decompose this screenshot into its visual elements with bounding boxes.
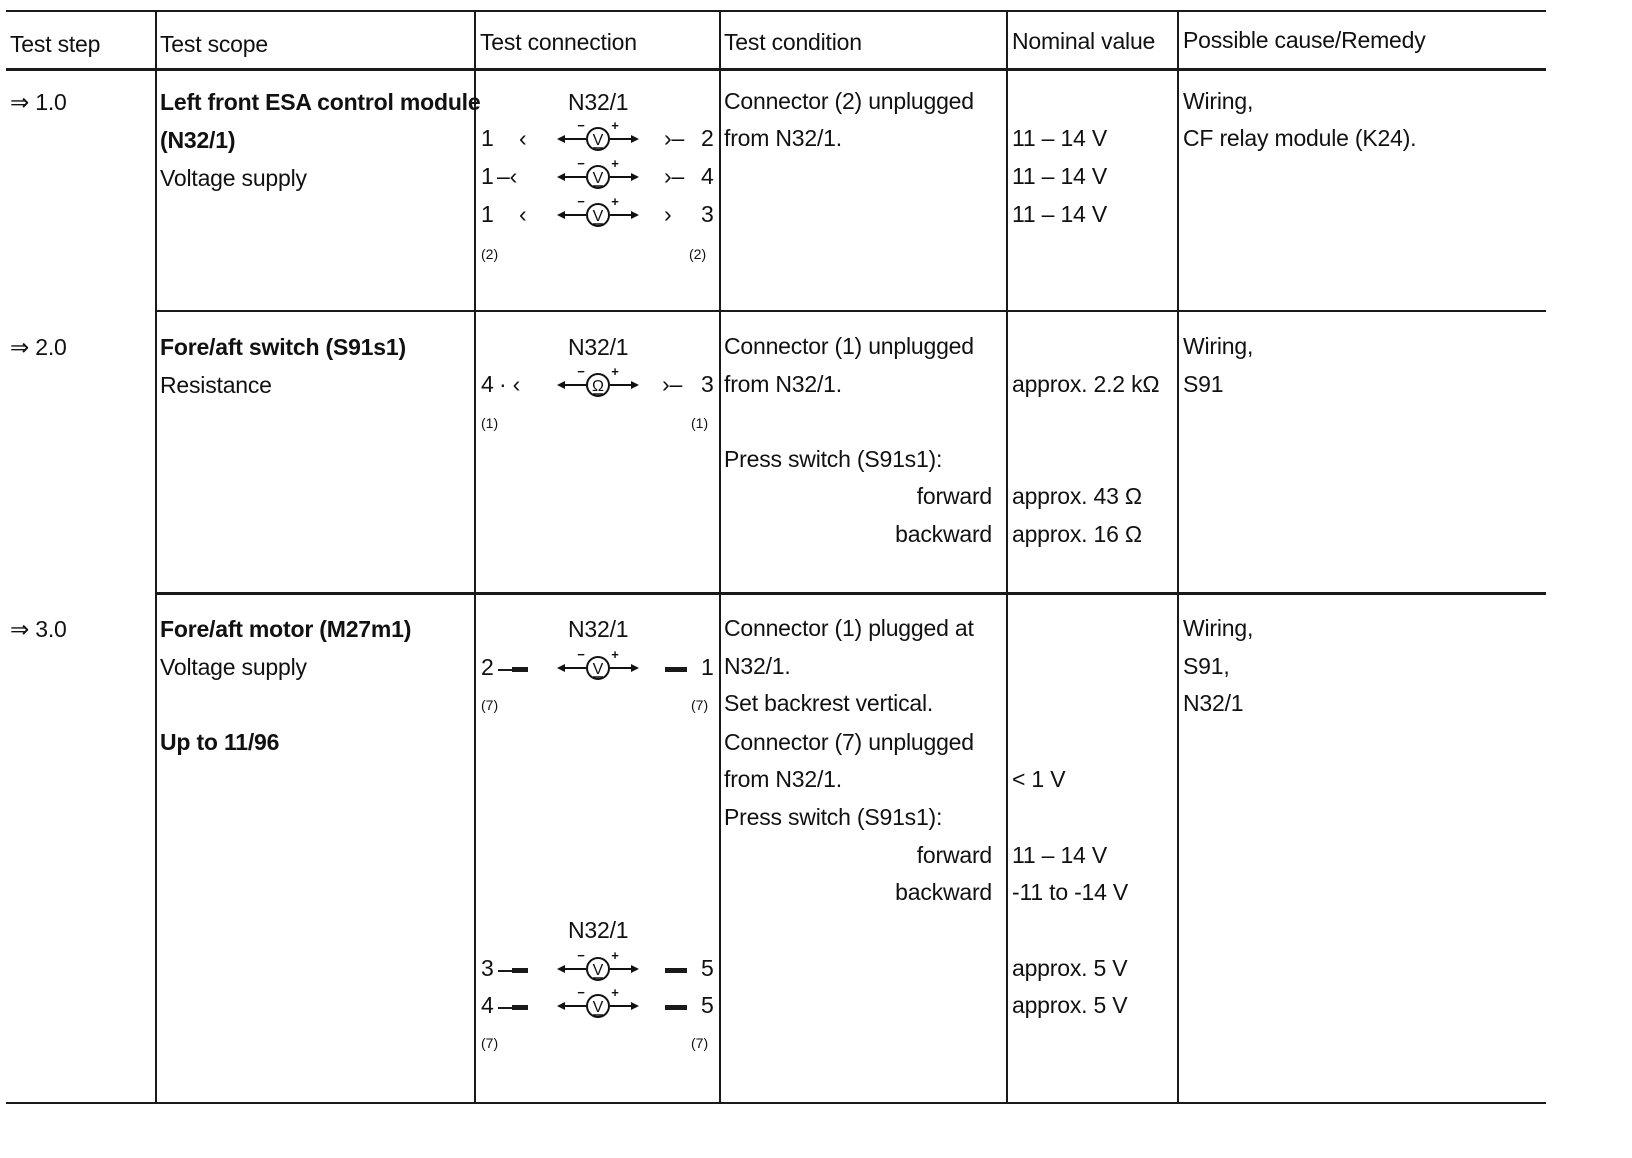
svg-text:+: + <box>611 649 619 662</box>
svg-text:Ω: Ω <box>592 378 604 395</box>
pin-right: 1 <box>701 654 714 680</box>
row-1-scope-title: Left front ESA control module <box>160 89 481 115</box>
connector-ref-right: (7) <box>691 697 709 713</box>
row-1-nominal-3: 11 – 14 V <box>1012 201 1107 227</box>
pin-right: 2 <box>701 125 714 151</box>
svg-text:−: − <box>577 158 585 171</box>
col-divider-4 <box>1006 10 1008 1104</box>
row-2-nominal-1: approx. 2.2 kΩ <box>1012 371 1160 397</box>
pin-right: 5 <box>701 992 714 1018</box>
wire-lead-left-tip <box>512 1005 528 1010</box>
connector-ref-left: (7) <box>481 1035 499 1051</box>
col-divider-3 <box>719 10 721 1104</box>
row-1-condition-2: from N32/1. <box>724 125 842 151</box>
svg-text:V: V <box>592 208 604 225</box>
row-1-nominal-2: 11 – 14 V <box>1012 163 1107 189</box>
wire-lead-left-tip <box>512 667 528 672</box>
row-2-cause-2: S91 <box>1183 371 1224 397</box>
pin-right: 3 <box>701 371 714 397</box>
row-1-bottom-rule <box>156 310 1546 312</box>
row-2-nominal-2: approx. 43 Ω <box>1012 483 1142 509</box>
row-3-condition-6: Press switch (S91s1): <box>724 804 943 830</box>
row-3-nominal-4: approx. 5 V <box>1012 955 1128 981</box>
svg-text:V: V <box>592 132 604 149</box>
svg-text:+: + <box>611 158 619 171</box>
row-2-condition-3: Press switch (S91s1): <box>724 446 943 472</box>
svg-text:+: + <box>611 950 619 963</box>
row-2-step: ⇒ 2.0 <box>10 334 67 360</box>
plug-left: ‹ <box>519 201 527 227</box>
row-2-scope-title: Fore/aft switch (S91s1) <box>160 334 406 360</box>
svg-text:+: + <box>611 196 619 209</box>
plug-left: ‹ <box>519 125 527 151</box>
row-3-nominal-3: -11 to -14 V <box>1012 879 1129 905</box>
pin-right: 4 <box>701 163 714 189</box>
col-divider-1 <box>155 10 157 1104</box>
svg-text:−: − <box>577 196 585 209</box>
row-2-condition-2: from N32/1. <box>724 371 842 397</box>
connector-ref-right: (1) <box>691 415 709 431</box>
svg-text:−: − <box>577 950 585 963</box>
svg-text:+: + <box>611 366 619 379</box>
svg-text:−: − <box>577 987 585 1000</box>
svg-text:+: + <box>611 120 619 133</box>
row-3-cause-2: S91, <box>1183 653 1230 679</box>
pin-left: 1 <box>481 125 494 151</box>
row-3-conn-label: N32/1 <box>568 616 629 642</box>
svg-text:+: + <box>611 987 619 1000</box>
connector-ref-left: (2) <box>481 246 499 262</box>
row-1-cause-2: CF relay module (K24). <box>1183 125 1417 151</box>
row-3-step: ⇒ 3.0 <box>10 616 67 642</box>
header-test-step: Test step <box>10 31 101 57</box>
row-3-cause-1: Wiring, <box>1183 615 1254 641</box>
row-3-nominal-5: approx. 5 V <box>1012 992 1128 1018</box>
row-3-condition-backward: backward <box>895 879 992 905</box>
svg-text:−: − <box>577 649 585 662</box>
svg-text:−: − <box>577 366 585 379</box>
wire-lead-left-tip <box>512 968 528 973</box>
voltmeter-icon <box>553 158 643 192</box>
pin-left: 4 <box>481 371 494 397</box>
row-2-cause-1: Wiring, <box>1183 333 1254 359</box>
row-3-condition-forward: forward <box>916 842 992 868</box>
pin-left: 4 <box>481 992 494 1018</box>
plug-right: ›– <box>664 163 685 189</box>
row-3-scope-sub: Voltage supply <box>160 654 307 680</box>
row-1-step: ⇒ 1.0 <box>10 89 67 115</box>
row-3-scope-note: Up to 11/96 <box>160 729 280 755</box>
row-1-nominal-1: 11 – 14 V <box>1012 125 1107 151</box>
pin-right: 3 <box>701 201 714 227</box>
wire-lead-right <box>665 1005 687 1010</box>
voltmeter-icon <box>553 987 643 1021</box>
ohmmeter-icon <box>553 366 643 400</box>
pin-left: 1 <box>481 201 494 227</box>
row-2-condition-forward: forward <box>916 483 992 509</box>
wire-lead-right <box>665 667 687 672</box>
voltmeter-icon <box>553 649 643 683</box>
connector-ref-right: (2) <box>689 246 707 262</box>
plug-left: –‹ <box>497 163 518 189</box>
row-2-condition-backward: backward <box>895 521 992 547</box>
header-bottom-rule <box>6 68 1546 71</box>
plug-right: ›– <box>662 371 683 397</box>
row-1-cause-1: Wiring, <box>1183 88 1254 114</box>
row-3-nominal-1: < 1 V <box>1012 766 1066 792</box>
plug-right: ›– <box>664 125 685 151</box>
svg-text:V: V <box>592 170 604 187</box>
row-3-cause-3: N32/1 <box>1183 690 1244 716</box>
row-2-conn-label: N32/1 <box>568 334 629 360</box>
svg-text:V: V <box>592 962 604 979</box>
row-3-condition-2: N32/1. <box>724 653 791 679</box>
pin-right: 5 <box>701 955 714 981</box>
voltmeter-icon <box>553 950 643 984</box>
pin-left: 3 <box>481 955 494 981</box>
connector-ref-left: (7) <box>481 697 499 713</box>
row-1-scope-title-2: (N32/1) <box>160 127 236 153</box>
voltmeter-icon <box>553 120 643 154</box>
row-3-scope-title: Fore/aft motor (M27m1) <box>160 616 412 642</box>
pin-left: 2 <box>481 654 494 680</box>
row-3-nominal-2: 11 – 14 V <box>1012 842 1107 868</box>
row-3-condition-5: from N32/1. <box>724 766 842 792</box>
row-3-condition-4: Connector (7) unplugged <box>724 729 974 755</box>
row-2-bottom-rule <box>156 592 1546 595</box>
table-bottom-rule <box>6 1102 1546 1104</box>
plug-left: · ‹ <box>499 371 521 397</box>
connector-ref-right: (7) <box>691 1035 709 1051</box>
row-3-condition-1: Connector (1) plugged at <box>724 615 974 641</box>
row-1-condition-1: Connector (2) unplugged <box>724 88 974 114</box>
row-2-nominal-3: approx. 16 Ω <box>1012 521 1142 547</box>
svg-text:−: − <box>577 120 585 133</box>
header-test-condition: Test condition <box>724 29 862 55</box>
row-1-scope-sub: Voltage supply <box>160 165 307 191</box>
svg-text:V: V <box>592 661 604 678</box>
table-top-rule <box>6 10 1546 12</box>
row-2-scope-sub: Resistance <box>160 372 272 398</box>
pin-left: 1 <box>481 163 494 189</box>
row-3-conn-label-2: N32/1 <box>568 917 629 943</box>
col-divider-5 <box>1177 10 1179 1104</box>
row-3-condition-3: Set backrest vertical. <box>724 690 934 716</box>
header-possible-cause: Possible cause/Remedy <box>1183 27 1426 53</box>
row-1-conn-label: N32/1 <box>568 89 629 115</box>
header-test-scope: Test scope <box>160 31 268 57</box>
header-nominal-value: Nominal value <box>1012 28 1156 54</box>
wire-lead-right <box>665 968 687 973</box>
connector-ref-left: (1) <box>481 415 499 431</box>
col-divider-2 <box>474 10 476 1104</box>
voltmeter-icon <box>553 196 643 230</box>
row-2-condition-1: Connector (1) unplugged <box>724 333 974 359</box>
header-test-connection: Test connection <box>480 29 637 55</box>
plug-right: › <box>664 201 672 227</box>
svg-text:V: V <box>592 999 604 1016</box>
